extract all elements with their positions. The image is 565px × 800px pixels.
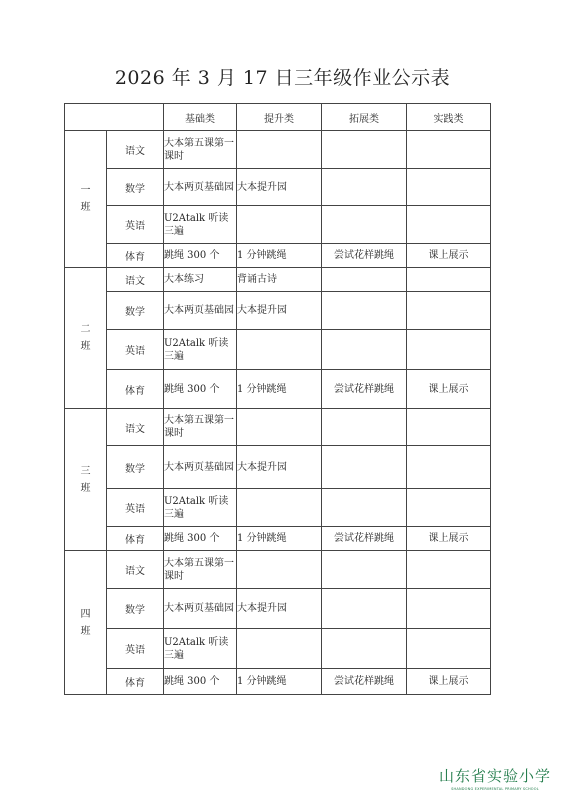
class-label-bottom: 班 <box>80 202 91 213</box>
table-row <box>65 169 491 206</box>
page-title: 2026 年 3 月 17 日三年级作业公示表 <box>114 67 451 89</box>
subject-cell: 英语 <box>107 629 164 669</box>
subject-cell: 英语 <box>107 489 164 527</box>
extend-cell <box>322 489 407 527</box>
class-label-top: 二 <box>80 324 91 335</box>
extend-cell <box>322 292 407 330</box>
practice-cell <box>407 446 491 489</box>
advance-cell: 背诵古诗 <box>237 268 322 292</box>
subject-cell: 语文 <box>107 268 164 292</box>
practice-cell <box>407 629 491 669</box>
advance-cell: 1 分钟跳绳 <box>237 527 322 551</box>
class-label <box>65 551 107 695</box>
extend-cell <box>322 169 407 206</box>
header-cell-practice: 实践类 <box>407 104 491 131</box>
basic-cell: 跳绳 300 个 <box>164 244 237 268</box>
practice-cell <box>407 292 491 330</box>
class-label <box>65 131 107 268</box>
advance-cell: 1 分钟跳绳 <box>237 244 322 268</box>
subject-cell: 语文 <box>107 551 164 589</box>
subject-cell: 体育 <box>107 244 164 268</box>
advance-cell: 大本提升园 <box>237 169 322 206</box>
table-row <box>65 131 491 169</box>
table-row <box>65 489 491 527</box>
table-row <box>65 292 491 330</box>
practice-cell <box>407 409 491 446</box>
advance-cell: 大本提升园 <box>237 292 322 330</box>
extend-cell: 尝试花样跳绳 <box>322 527 407 551</box>
basic-cell: U2Atalk 听读三遍 <box>164 330 237 370</box>
extend-cell <box>322 268 407 292</box>
homework-table <box>64 103 491 695</box>
advance-cell: 1 分钟跳绳 <box>237 370 322 409</box>
class-label-top: 三 <box>80 465 91 477</box>
basic-cell: 大本练习 <box>164 268 237 292</box>
basic-cell: U2Atalk 听读三遍 <box>164 489 237 527</box>
practice-cell <box>407 330 491 370</box>
table-row <box>65 527 491 551</box>
basic-cell: 大本两页基础园 <box>164 446 237 489</box>
advance-cell <box>237 206 322 244</box>
table-row <box>65 629 491 669</box>
basic-cell: U2Atalk 听读三遍 <box>164 629 237 669</box>
subject-cell: 语文 <box>107 131 164 169</box>
extend-cell: 尝试花样跳绳 <box>322 370 407 409</box>
table-row <box>65 370 491 409</box>
class-label-bottom: 班 <box>80 341 91 352</box>
table-row <box>65 244 491 268</box>
extend-cell <box>322 409 407 446</box>
subject-cell: 体育 <box>107 370 164 409</box>
advance-cell <box>237 629 322 669</box>
basic-cell: 大本第五课第一课时 <box>164 409 237 446</box>
class-label-bottom: 班 <box>80 625 91 637</box>
subject-cell: 数学 <box>107 589 164 629</box>
basic-cell: 大本两页基础园 <box>164 292 237 330</box>
basic-cell: 跳绳 300 个 <box>164 370 237 409</box>
advance-cell <box>237 409 322 446</box>
class-label <box>65 268 107 409</box>
basic-cell: 大本两页基础园 <box>164 169 237 206</box>
basic-cell: 跳绳 300 个 <box>164 669 237 695</box>
extend-cell <box>322 206 407 244</box>
basic-cell: U2Atalk 听读三遍 <box>164 206 237 244</box>
subject-cell: 英语 <box>107 206 164 244</box>
extend-cell: 尝试花样跳绳 <box>322 244 407 268</box>
table-row <box>65 268 491 292</box>
subject-cell: 数学 <box>107 446 164 489</box>
advance-cell <box>237 551 322 589</box>
basic-cell: 跳绳 300 个 <box>164 527 237 551</box>
practice-cell <box>407 551 491 589</box>
school-logo <box>439 765 551 791</box>
extend-cell <box>322 446 407 489</box>
table-row <box>65 669 491 695</box>
subject-cell: 语文 <box>107 409 164 446</box>
table-row <box>65 589 491 629</box>
basic-cell: 大本第五课第一课时 <box>164 131 237 169</box>
subject-cell: 体育 <box>107 527 164 551</box>
advance-cell <box>237 330 322 370</box>
school-logo-english: SHANDONG EXPERIMENTAL PRIMARY SCHOOL <box>451 787 539 791</box>
practice-cell: 课上展示 <box>407 527 491 551</box>
advance-cell: 大本提升园 <box>237 446 322 489</box>
class-label-bottom: 班 <box>80 482 91 494</box>
header-cell-corner <box>65 104 164 131</box>
subject-cell: 体育 <box>107 669 164 695</box>
practice-cell <box>407 131 491 169</box>
header-cell-basic: 基础类 <box>164 104 237 131</box>
table-row <box>65 409 491 446</box>
practice-cell <box>407 489 491 527</box>
practice-cell <box>407 589 491 629</box>
advance-cell: 大本提升园 <box>237 589 322 629</box>
header-cell-extend: 拓展类 <box>322 104 407 131</box>
practice-cell <box>407 268 491 292</box>
subject-cell: 数学 <box>107 292 164 330</box>
extend-cell <box>322 330 407 370</box>
practice-cell: 课上展示 <box>407 370 491 409</box>
class-label-top: 一 <box>80 185 91 196</box>
class-label <box>65 409 107 551</box>
class-label-top: 四 <box>80 608 91 620</box>
extend-cell <box>322 551 407 589</box>
header-row <box>65 104 491 131</box>
school-logo-name: 山东省实验小学 <box>438 767 551 785</box>
advance-cell <box>237 489 322 527</box>
header-cell-advance: 提升类 <box>237 104 322 131</box>
table-row <box>65 206 491 244</box>
extend-cell <box>322 589 407 629</box>
table-row <box>65 330 491 370</box>
table-row <box>65 551 491 589</box>
extend-cell: 尝试花样跳绳 <box>322 669 407 695</box>
practice-cell <box>407 206 491 244</box>
extend-cell <box>322 629 407 669</box>
extend-cell <box>322 131 407 169</box>
practice-cell <box>407 169 491 206</box>
advance-cell <box>237 131 322 169</box>
advance-cell: 1 分钟跳绳 <box>237 669 322 695</box>
table-row <box>65 446 491 489</box>
basic-cell: 大本第五课第一课时 <box>164 551 237 589</box>
subject-cell: 英语 <box>107 330 164 370</box>
subject-cell: 数学 <box>107 169 164 206</box>
basic-cell: 大本两页基础园 <box>164 589 237 629</box>
practice-cell: 课上展示 <box>407 669 491 695</box>
practice-cell: 课上展示 <box>407 244 491 268</box>
